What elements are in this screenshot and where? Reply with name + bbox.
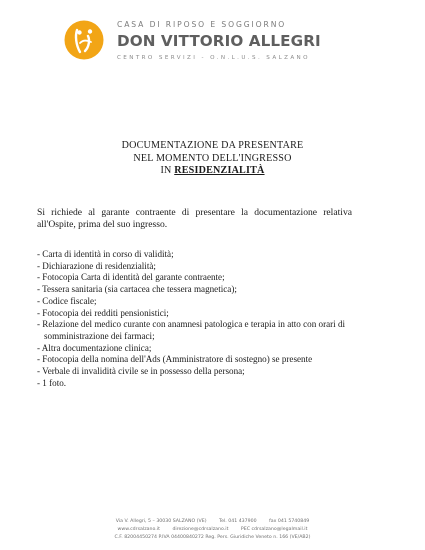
list-item: - Fotocopia Carta di identità del garante contraente; xyxy=(37,272,225,283)
title-emphasis: RESIDENZIALITÀ xyxy=(174,165,265,176)
footer-pec: PEC cdrsalzano@legalmail.it xyxy=(240,527,308,533)
org-top-line: CASA DI RIPOSO E SOGGIORNO xyxy=(117,20,287,29)
list-item: - Codice fiscale; xyxy=(37,295,97,306)
footer-line-1 xyxy=(0,518,425,526)
list-item: - Verbale di invalidità civile se in possesso della persona; xyxy=(37,366,245,377)
documents-list xyxy=(37,249,367,389)
list-item: - Dichiarazione di residenzialità; xyxy=(37,260,156,271)
title-line-3-prefix: IN xyxy=(160,165,175,176)
intro-paragraph: Si richiede al garante contraente di presentare la documentazione relativa all'Ospite, prima del suo ingresso. xyxy=(37,206,352,231)
title-line-3 xyxy=(0,165,425,178)
org-name: DON VITTORIO ALLEGRI xyxy=(117,32,321,50)
footer-email: direzione@cdrsalzano.it xyxy=(172,527,229,533)
list-item: - Fotocopia della nomina dell'Ads (Amministratore di sostegno) se presente xyxy=(37,354,313,365)
document-title xyxy=(0,140,425,178)
footer-website: www.cdrsalzano.it xyxy=(117,527,160,533)
footer-line-2 xyxy=(0,526,425,534)
title-line-2: NEL MOMENTO DELL'INGRESSO xyxy=(133,152,292,164)
title-line-1: DOCUMENTAZIONE DA PRESENTARE xyxy=(121,140,304,151)
footer-tel: Tel. 041 437900 xyxy=(219,519,257,524)
org-sub-line: CENTRO SERVIZI - O.N.L.U.S. SALZANO xyxy=(117,55,310,61)
list-item: - Carta di identità in corso di validità; xyxy=(37,249,174,259)
footer xyxy=(0,518,425,543)
list-item: - Fotocopia dei redditi pensionistici; xyxy=(37,307,169,318)
list-item: - 1 foto. xyxy=(37,377,67,388)
list-item: - Relazione del medico curante con anamnesi patologica e terapia in atto con orari di somministrazione dei farmaci; xyxy=(37,319,346,341)
footer-fax: fax 041 5740849 xyxy=(269,519,310,524)
list-item: - Altra documentazione clinica; xyxy=(37,342,152,353)
logo-icon xyxy=(64,20,104,60)
list-item: - Tessera sanitaria (sia cartacea che tessera magnetica); xyxy=(37,284,237,295)
organization-header xyxy=(117,20,321,61)
footer-legal: C.F. 82004450274 P.IVA 04400840272 Reg. Pers. Giuridiche Veneto n. 166 (VE/AB2) xyxy=(114,535,311,541)
footer-address: Via V. Allegri, 5 – 30030 SALZANO (VE) xyxy=(115,519,207,524)
